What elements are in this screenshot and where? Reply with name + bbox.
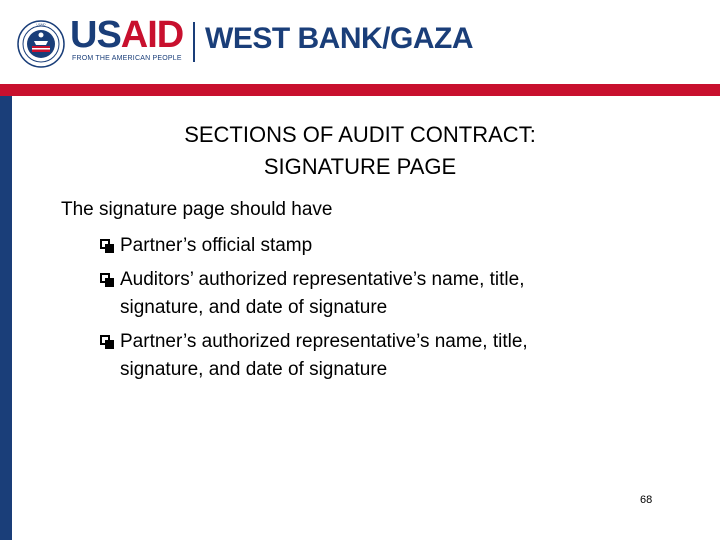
header-banner — [0, 0, 720, 84]
slide-title — [100, 119, 620, 183]
bullet-line1: Partner’s authorized representative’s name, title, — [120, 331, 528, 352]
header-divider — [193, 22, 195, 62]
slide-title-line1: SECTIONS OF AUDIT CONTRACT: — [184, 122, 536, 147]
bullet-line1: Partner’s official stamp — [120, 235, 313, 256]
list-item — [100, 232, 660, 260]
slide-title-line2: SIGNATURE PAGE — [263, 154, 457, 179]
bullet-line1: Auditors’ authorized representative’s name, title, — [120, 269, 525, 290]
list-item — [100, 266, 660, 322]
bullet-line2: signature, and date of signature — [120, 359, 388, 380]
usaid-logo-wordmark: USAID — [70, 14, 184, 56]
bullet-line2: signature, and date of signature — [120, 297, 388, 318]
checkbox-bullet-icon — [100, 273, 110, 283]
usaid-tagline: FROM THE AMERICAN PEOPLE — [72, 55, 182, 62]
red-accent-band — [0, 84, 720, 96]
bullet-list — [100, 232, 660, 390]
checkbox-bullet-icon — [100, 239, 110, 249]
page-number: 68 — [640, 494, 653, 506]
blue-side-band — [0, 96, 12, 540]
list-item — [100, 328, 660, 384]
region-title: WEST BANK/GAZA — [205, 22, 473, 55]
svg-text:USAID: USAID — [36, 22, 46, 27]
usaid-seal-icon — [17, 20, 65, 68]
checkbox-bullet-icon — [100, 335, 110, 345]
intro-text: The signature page should have — [61, 199, 333, 220]
